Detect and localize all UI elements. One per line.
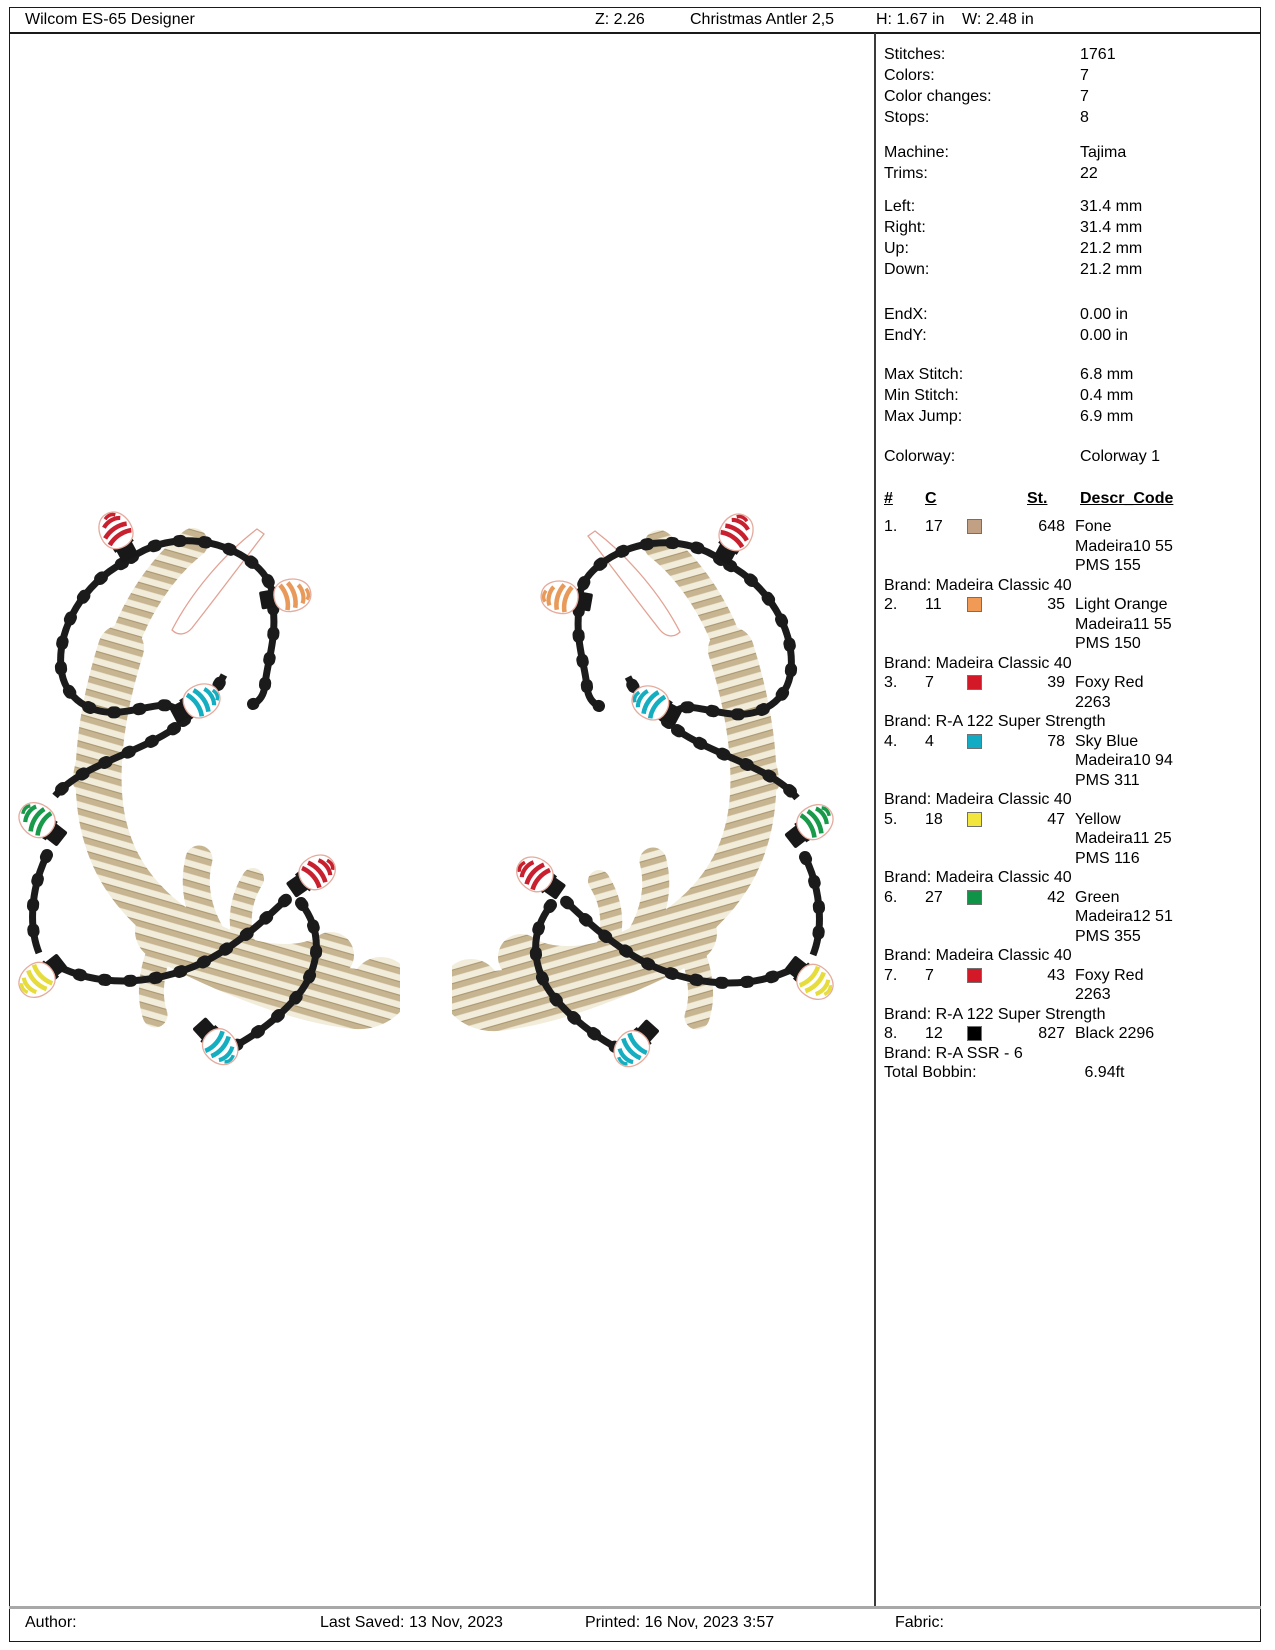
stat-value: 1761 — [1080, 46, 1116, 63]
stat-label: Left: — [884, 198, 916, 215]
brand-line-5: Brand: Madeira Classic 40 — [884, 869, 1072, 886]
row-num: 5. — [884, 810, 898, 828]
desc-line: PMS 311 — [1075, 771, 1140, 789]
left-antler-design — [15, 503, 400, 1073]
thread-swatch — [967, 734, 982, 749]
thread-color-table — [884, 490, 1264, 1083]
brand-line-2: Brand: Madeira Classic 40 — [884, 654, 1072, 672]
stat-label: Right: — [884, 219, 926, 236]
stat-endy — [884, 325, 1264, 346]
brand-line-4: Brand: Madeira Classic 40 — [884, 791, 1072, 808]
thread-swatch — [967, 968, 982, 983]
color-row-2 — [884, 595, 1264, 654]
stat-value: 31.4 mm — [1080, 198, 1143, 215]
row-c: 11 — [925, 596, 942, 613]
stat-label: Min Stitch: — [884, 387, 959, 404]
desc-line: Fone — [1075, 518, 1112, 535]
stat-value: 0.00 in — [1080, 327, 1129, 344]
brand-line-3: Brand: R-A 122 Super Strength — [884, 713, 1106, 730]
footer-printed: Printed: 16 Nov, 2023 3:57 — [585, 1614, 775, 1631]
row-desc — [1075, 732, 1173, 791]
stat-value: 21.2 mm — [1080, 261, 1143, 278]
color-row-3 — [884, 673, 1264, 712]
desc-line: PMS 155 — [1075, 557, 1141, 574]
brand-line-1: Brand: Madeira Classic 40 — [884, 576, 1072, 594]
stat-min-stitch — [884, 385, 1264, 406]
stat-value: 8 — [1080, 109, 1089, 126]
row-st: 42 — [1047, 888, 1065, 906]
app-title: Wilcom ES-65 Designer — [25, 11, 195, 28]
stat-value: 22 — [1080, 165, 1098, 182]
desc-line: Madeira11 55 — [1075, 615, 1172, 633]
stat-stitches — [884, 44, 1264, 65]
header-divider — [9, 32, 1261, 34]
total-bobbin-value: 6.94ft — [1084, 1064, 1125, 1081]
desc-line: Black 2296 — [1075, 1025, 1155, 1042]
row-desc — [1075, 673, 1143, 712]
desc-line: Madeira11 25 — [1075, 830, 1172, 847]
thread-swatch — [967, 1026, 982, 1041]
color-row-5 — [884, 810, 1264, 869]
row-st: 43 — [1047, 966, 1065, 984]
row-st: 39 — [1047, 674, 1065, 691]
zoom-level: Z: 2.26 — [595, 11, 645, 28]
stat-value: 21.2 mm — [1080, 240, 1143, 257]
col-header-st: St. — [1027, 490, 1048, 507]
row-desc — [1075, 810, 1172, 869]
total-bobbin-label: Total Bobbin: — [884, 1064, 977, 1081]
panel-divider — [874, 33, 876, 1606]
stat-value: Colorway 1 — [1080, 448, 1161, 465]
stat-max-jump — [884, 406, 1264, 427]
design-info-panel — [884, 44, 1264, 1083]
stat-value: 6.9 mm — [1080, 408, 1134, 425]
stat-label: Colorway: — [884, 448, 956, 465]
row-num: 2. — [884, 596, 898, 613]
color-row-6 — [884, 888, 1264, 947]
row-num: 1. — [884, 518, 898, 535]
row-c: 7 — [925, 966, 934, 984]
row-c: 17 — [925, 518, 943, 535]
stat-label: Max Stitch: — [884, 366, 964, 383]
stat-label: Up: — [884, 240, 909, 257]
desc-line: Madeira10 94 — [1075, 752, 1173, 769]
desc-line: Madeira10 55 — [1075, 537, 1173, 555]
desc-line: Foxy Red — [1075, 966, 1144, 984]
col-header-desc: Descr_Code — [1080, 490, 1174, 507]
stat-value: 31.4 mm — [1080, 219, 1143, 236]
row-num: 3. — [884, 674, 898, 691]
stat-value: 7 — [1080, 67, 1089, 84]
row-num: 4. — [884, 732, 898, 750]
desc-line: PMS 355 — [1075, 927, 1141, 945]
design-height: H: 1.67 in — [876, 11, 945, 28]
row-st: 35 — [1047, 596, 1065, 613]
desc-line: PMS 116 — [1075, 849, 1140, 867]
thread-table-header — [884, 490, 1264, 517]
desc-line: 2263 — [1075, 986, 1111, 1003]
desc-line: Green — [1075, 888, 1120, 906]
footer-last-saved: Last Saved: 13 Nov, 2023 — [320, 1614, 503, 1631]
row-num: 7. — [884, 966, 898, 984]
design-width: W: 2.48 in — [962, 11, 1034, 28]
stat-right — [884, 217, 1264, 238]
thread-swatch — [967, 890, 982, 905]
row-num: 6. — [884, 888, 898, 906]
desc-line: Madeira12 51 — [1075, 908, 1173, 925]
stat-endx — [884, 304, 1264, 325]
stat-label: Stops: — [884, 109, 930, 126]
stat-value: 0.00 in — [1080, 306, 1129, 323]
desc-line: PMS 150 — [1075, 635, 1141, 652]
stat-label: Max Jump: — [884, 408, 963, 425]
row-c: 18 — [925, 810, 943, 828]
row-desc — [1075, 1024, 1154, 1044]
stat-label: Trims: — [884, 165, 928, 182]
brand-line-6: Brand: Madeira Classic 40 — [884, 947, 1072, 964]
stat-max-stitch — [884, 364, 1264, 385]
stat-label: Colors: — [884, 67, 935, 84]
desc-line: Yellow — [1075, 810, 1121, 828]
stat-trims — [884, 163, 1264, 184]
row-st: 47 — [1047, 810, 1065, 828]
stat-value: 7 — [1080, 88, 1089, 105]
desc-line: Light Orange — [1075, 596, 1168, 613]
desc-line: 2263 — [1075, 693, 1111, 711]
stat-colorway — [884, 446, 1264, 467]
design-name: Christmas Antler 2,5 — [690, 11, 835, 28]
footer-fabric: Fabric: — [895, 1614, 944, 1631]
stat-label: Color changes: — [884, 88, 992, 105]
col-header-num: # — [884, 490, 893, 507]
total-bobbin-row — [884, 1063, 1264, 1083]
desc-line: Foxy Red — [1075, 674, 1144, 691]
row-num: 8. — [884, 1025, 898, 1042]
color-row-1 — [884, 517, 1264, 576]
stat-left — [884, 196, 1264, 217]
brand-line-7: Brand: R-A 122 Super Strength — [884, 1005, 1106, 1023]
color-row-8 — [884, 1024, 1264, 1044]
stat-label: Machine: — [884, 144, 949, 161]
footer-author: Author: — [25, 1614, 77, 1631]
row-desc — [1075, 517, 1173, 576]
row-c: 7 — [925, 674, 934, 691]
stat-value: Tajima — [1080, 144, 1127, 161]
stat-label: Stitches: — [884, 46, 946, 63]
row-c: 4 — [925, 732, 934, 750]
row-c: 27 — [925, 888, 943, 906]
stat-down — [884, 259, 1264, 280]
row-st: 648 — [1038, 518, 1065, 535]
desc-line: Sky Blue — [1075, 732, 1139, 750]
stat-color-changes — [884, 86, 1264, 107]
row-c: 12 — [925, 1025, 943, 1042]
thread-swatch — [967, 519, 982, 534]
stat-stops — [884, 107, 1264, 128]
row-st: 827 — [1038, 1025, 1065, 1042]
color-row-4 — [884, 732, 1264, 791]
color-row-7 — [884, 966, 1264, 1005]
stat-machine — [884, 142, 1264, 163]
row-desc — [1075, 595, 1172, 654]
thread-swatch — [967, 597, 982, 612]
stat-label: Down: — [884, 261, 930, 278]
stat-up — [884, 238, 1264, 259]
footer-divider — [9, 1606, 1261, 1609]
col-header-c: C — [925, 490, 937, 507]
stat-value: 0.4 mm — [1080, 387, 1134, 404]
stat-value: 6.8 mm — [1080, 366, 1134, 383]
stat-colors — [884, 65, 1264, 86]
row-st: 78 — [1047, 732, 1065, 750]
stat-label: EndY: — [884, 327, 927, 344]
row-desc — [1075, 888, 1173, 947]
thread-swatch — [967, 675, 982, 690]
thread-swatch — [967, 812, 982, 827]
right-antler-design — [452, 505, 837, 1075]
brand-line-8: Brand: R-A SSR - 6 — [884, 1044, 1023, 1062]
row-desc — [1075, 966, 1143, 1005]
stat-label: EndX: — [884, 306, 928, 323]
